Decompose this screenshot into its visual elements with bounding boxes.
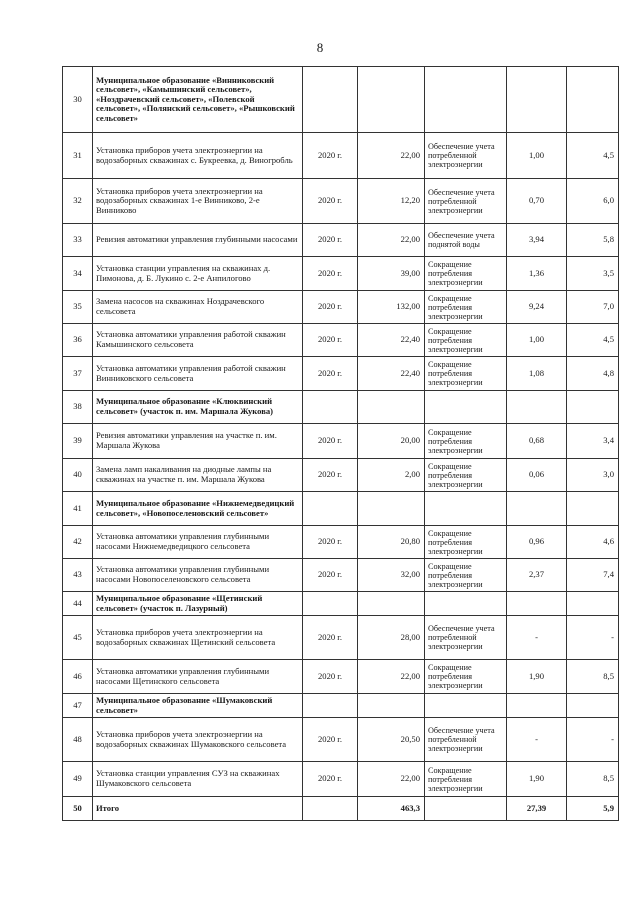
row-number-cell: 40 (63, 459, 93, 492)
row-number-cell: 42 (63, 526, 93, 559)
year-cell: 2020 г. (303, 559, 358, 592)
payback-cell: - (567, 718, 619, 762)
year-cell (303, 592, 358, 616)
measure-name-cell: Муниципальное образование «Щетинский сельсовет» (участок п. Лазурный) (93, 592, 303, 616)
cost-cell (358, 391, 425, 424)
cost-cell: 22,40 (358, 324, 425, 357)
year-cell (303, 694, 358, 718)
cost-cell: 22,00 (358, 762, 425, 797)
effect-cell (425, 797, 507, 821)
effect-cell: Сокращение потребления электроэнергии (425, 526, 507, 559)
table-row (63, 718, 619, 762)
savings-cell (507, 67, 567, 133)
measure-name-cell: Установка приборов учета электроэнергии на водозаборных скважинах 1-е Винниково, 2-е Винниково (93, 179, 303, 224)
payback-cell: 4,8 (567, 357, 619, 391)
savings-cell: 1,00 (507, 324, 567, 357)
cost-cell: 20,50 (358, 718, 425, 762)
savings-cell: 1,90 (507, 762, 567, 797)
measure-name-cell: Муниципальное образование «Винниковский сельсовет», «Камышинский сельсовет», «Ноздрачевский сельсовет», «Полевской сельсовет», «Полянский сельсовет», «Рышковский сельсовет» (93, 67, 303, 133)
payback-cell: - (567, 616, 619, 660)
payback-cell: 5,9 (567, 797, 619, 821)
page-number: 8 (316, 40, 324, 55)
measure-name-cell: Установка автоматики управления работой скважин Винниковского сельсовета (93, 357, 303, 391)
cost-cell: 22,40 (358, 357, 425, 391)
section-header-row (63, 67, 619, 133)
effect-cell (425, 592, 507, 616)
savings-cell (507, 492, 567, 526)
section-header-row (63, 492, 619, 526)
cost-cell: 39,00 (358, 257, 425, 291)
row-number-cell: 47 (63, 694, 93, 718)
row-number-cell: 34 (63, 257, 93, 291)
savings-cell: 0,06 (507, 459, 567, 492)
row-number-cell: 30 (63, 67, 93, 133)
savings-cell: 0,70 (507, 179, 567, 224)
payback-cell: 4,5 (567, 133, 619, 179)
measure-name-cell: Установка автоматики управления глубинными насосами Новопоселеновского сельсовета (93, 559, 303, 592)
measure-name-cell: Установка приборов учета электроэнергии на водозаборных скважинах Шумаковского сельсовета (93, 718, 303, 762)
payback-cell (567, 592, 619, 616)
year-cell: 2020 г. (303, 660, 358, 694)
measures-table (62, 66, 619, 821)
effect-cell: Сокращение потребления электроэнергии (425, 357, 507, 391)
year-cell: 2020 г. (303, 616, 358, 660)
table-row (63, 762, 619, 797)
table-row (63, 616, 619, 660)
cost-cell: 132,00 (358, 291, 425, 324)
year-cell: 2020 г. (303, 224, 358, 257)
section-header-row (63, 592, 619, 616)
year-cell: 2020 г. (303, 459, 358, 492)
cost-cell: 20,00 (358, 424, 425, 459)
table-row (63, 133, 619, 179)
section-header-row (63, 391, 619, 424)
table-row (63, 459, 619, 492)
savings-cell: 1,08 (507, 357, 567, 391)
year-cell: 2020 г. (303, 762, 358, 797)
year-cell: 2020 г. (303, 424, 358, 459)
table-row (63, 224, 619, 257)
cost-cell: 22,00 (358, 133, 425, 179)
row-number-cell: 32 (63, 179, 93, 224)
payback-cell: 4,5 (567, 324, 619, 357)
year-cell: 2020 г. (303, 324, 358, 357)
measure-name-cell: Установка станции управления на скважинах д. Пимонова, д. Б. Лукино с. 2-е Анпилогово (93, 257, 303, 291)
savings-cell: 1,90 (507, 660, 567, 694)
table-row (63, 257, 619, 291)
table-row (63, 526, 619, 559)
payback-cell: 7,4 (567, 559, 619, 592)
measure-name-cell: Установка автоматики управления глубинными насосами Нижнемедведицкого сельсовета (93, 526, 303, 559)
effect-cell: Сокращение потребления электроэнергии (425, 424, 507, 459)
year-cell: 2020 г. (303, 133, 358, 179)
row-number-cell: 39 (63, 424, 93, 459)
row-number-cell: 38 (63, 391, 93, 424)
payback-cell: 7,0 (567, 291, 619, 324)
payback-cell: 3,5 (567, 257, 619, 291)
payback-cell (567, 67, 619, 133)
cost-cell: 32,00 (358, 559, 425, 592)
row-number-cell: 49 (63, 762, 93, 797)
table-row (63, 559, 619, 592)
effect-cell (425, 67, 507, 133)
year-cell (303, 391, 358, 424)
measure-name-cell: Установка автоматики управления работой скважин Камышинского сельсовета (93, 324, 303, 357)
savings-cell: 3,94 (507, 224, 567, 257)
table-row (63, 660, 619, 694)
table-row (63, 357, 619, 391)
table-row (63, 424, 619, 459)
savings-cell: - (507, 718, 567, 762)
savings-cell: 27,39 (507, 797, 567, 821)
row-number-cell: 41 (63, 492, 93, 526)
effect-cell: Сокращение потребления электроэнергии (425, 762, 507, 797)
measure-name-cell: Установка приборов учета электроэнергии на водозаборных скважинах с. Букреевка, д. Виногробль (93, 133, 303, 179)
row-number-cell: 37 (63, 357, 93, 391)
effect-cell: Обеспечение учета потребленной электроэнергии (425, 718, 507, 762)
section-header-row (63, 694, 619, 718)
savings-cell: 0,96 (507, 526, 567, 559)
payback-cell (567, 391, 619, 424)
year-cell: 2020 г. (303, 526, 358, 559)
row-number-cell: 46 (63, 660, 93, 694)
payback-cell: 6,0 (567, 179, 619, 224)
savings-cell: 1,00 (507, 133, 567, 179)
row-number-cell: 43 (63, 559, 93, 592)
row-number-cell: 45 (63, 616, 93, 660)
measure-name-cell: Муниципальное образование «Клюквинский сельсовет» (участок п. им. Маршала Жукова) (93, 391, 303, 424)
effect-cell: Обеспечение учета потребленной электроэнергии (425, 133, 507, 179)
cost-cell: 463,3 (358, 797, 425, 821)
effect-cell: Сокращение потребления электроэнергии (425, 291, 507, 324)
savings-cell (507, 592, 567, 616)
year-cell: 2020 г. (303, 718, 358, 762)
savings-cell: 2,37 (507, 559, 567, 592)
effect-cell: Сокращение потребления электроэнергии (425, 257, 507, 291)
year-cell: 2020 г. (303, 291, 358, 324)
table-row (63, 324, 619, 357)
year-cell: 2020 г. (303, 179, 358, 224)
effect-cell: Сокращение потребления электроэнергии (425, 459, 507, 492)
measure-name-cell: Ревизия автоматики управления на участке п. им. Маршала Жукова (93, 424, 303, 459)
cost-cell: 28,00 (358, 616, 425, 660)
savings-cell (507, 694, 567, 718)
payback-cell: 8,5 (567, 762, 619, 797)
year-cell: 2020 г. (303, 257, 358, 291)
payback-cell: 4,6 (567, 526, 619, 559)
measure-name-cell: Установка приборов учета электроэнергии на водозаборных скважинах Щетинский сельсовета (93, 616, 303, 660)
effect-cell: Сокращение потребления электроэнергии (425, 559, 507, 592)
total-row (63, 797, 619, 821)
effect-cell: Обеспечение учета поднятой воды (425, 224, 507, 257)
savings-cell: 1,36 (507, 257, 567, 291)
payback-cell: 5,8 (567, 224, 619, 257)
year-cell (303, 492, 358, 526)
measure-name-cell: Установка станции управления СУЗ на скважинах Шумаковского сельсовета (93, 762, 303, 797)
effect-cell (425, 694, 507, 718)
effect-cell: Обеспечение учета потребленной электроэнергии (425, 179, 507, 224)
effect-cell (425, 391, 507, 424)
cost-cell (358, 592, 425, 616)
savings-cell (507, 391, 567, 424)
row-number-cell: 35 (63, 291, 93, 324)
savings-cell: - (507, 616, 567, 660)
measure-name-cell: Замена насосов на скважинах Ноздрачевского сельсовета (93, 291, 303, 324)
payback-cell: 3,0 (567, 459, 619, 492)
cost-cell: 22,00 (358, 660, 425, 694)
measure-name-cell: Замена ламп накаливания на диодные лампы на скважинах на участке п. им. Маршала Жукова (93, 459, 303, 492)
cost-cell: 20,80 (358, 526, 425, 559)
payback-cell (567, 492, 619, 526)
row-number-cell: 44 (63, 592, 93, 616)
row-number-cell: 50 (63, 797, 93, 821)
table-row (63, 179, 619, 224)
year-cell (303, 67, 358, 133)
row-number-cell: 48 (63, 718, 93, 762)
cost-cell: 22,00 (358, 224, 425, 257)
payback-cell (567, 694, 619, 718)
cost-cell: 2,00 (358, 459, 425, 492)
effect-cell: Сокращение потребления электроэнергии (425, 324, 507, 357)
cost-cell (358, 492, 425, 526)
row-number-cell: 36 (63, 324, 93, 357)
row-number-cell: 33 (63, 224, 93, 257)
payback-cell: 3,4 (567, 424, 619, 459)
savings-cell: 9,24 (507, 291, 567, 324)
measure-name-cell: Ревизия автоматики управления глубинными насосами (93, 224, 303, 257)
year-cell (303, 797, 358, 821)
measure-name-cell: Муниципальное образование «Нижнемедведицкий сельсовет», «Новопоселеновский сельсовет» (93, 492, 303, 526)
cost-cell: 12,20 (358, 179, 425, 224)
row-number-cell: 31 (63, 133, 93, 179)
measure-name-cell: Итого (93, 797, 303, 821)
effect-cell (425, 492, 507, 526)
cost-cell (358, 67, 425, 133)
effect-cell: Сокращение потребления электроэнергии (425, 660, 507, 694)
measure-name-cell: Муниципальное образование «Шумаковский сельсовет» (93, 694, 303, 718)
savings-cell: 0,68 (507, 424, 567, 459)
year-cell: 2020 г. (303, 357, 358, 391)
table-row (63, 291, 619, 324)
effect-cell: Обеспечение учета потребленной электроэнергии (425, 616, 507, 660)
measure-name-cell: Установка автоматики управления глубинными насосами Щетинского сельсовета (93, 660, 303, 694)
payback-cell: 8,5 (567, 660, 619, 694)
cost-cell (358, 694, 425, 718)
